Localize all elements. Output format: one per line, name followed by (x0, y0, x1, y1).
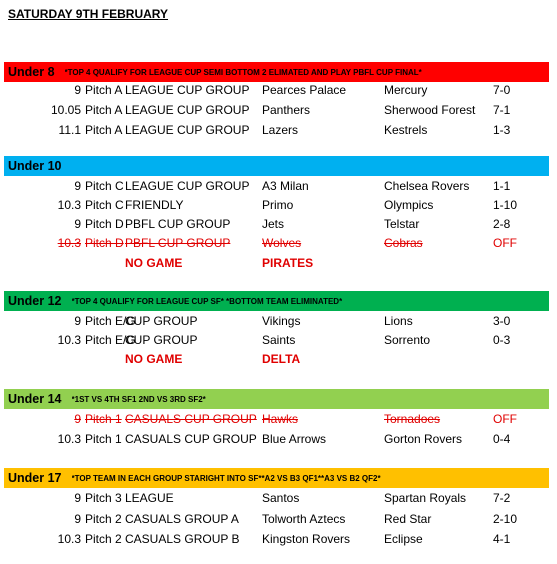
away-team: Chelsea Rovers (384, 179, 470, 193)
score: 7-2 (493, 491, 511, 505)
home-team: Jets (262, 217, 285, 231)
pitch: Pitch 2 (85, 532, 122, 546)
section-note: *TOP 4 QUALIFY FOR LEAGUE CUP SF* *BOTTOM TEAM ELIMINATED* (71, 296, 343, 306)
kickoff-time: 10.3 (57, 532, 81, 546)
fixture-row (0, 489, 557, 508)
pitch: Pitch A (85, 83, 123, 97)
section-header-under-8 (4, 62, 549, 82)
home-team: Panthers (262, 103, 311, 117)
page-title: SATURDAY 9TH FEBRUARY (8, 7, 169, 21)
score: 4-1 (493, 532, 511, 546)
fixture-row (0, 121, 557, 140)
no-game-row (0, 254, 557, 273)
section-header-under-17 (4, 468, 549, 488)
pitch: Pitch 3 (85, 491, 122, 505)
home-team: Pearces Palace (262, 83, 347, 97)
fixture-row (0, 312, 557, 331)
pitch: Pitch C (85, 179, 124, 193)
kickoff-time: 10.05 (50, 103, 81, 117)
score: 1-1 (493, 179, 511, 193)
pitch: Pitch 1 (85, 432, 122, 446)
away-team: Mercury (384, 83, 428, 97)
pitch: Pitch E/G (85, 314, 136, 328)
kickoff-time: 11.1 (58, 123, 81, 137)
away-team: Eclipse (384, 532, 423, 546)
home-team: Hawks (262, 412, 299, 426)
pitch: Pitch D (85, 236, 124, 250)
home-team: A3 Milan (262, 179, 309, 193)
away-team: Telstar (384, 217, 420, 231)
away-team: Tornadoes (384, 412, 441, 426)
kickoff-time: 9 (74, 83, 81, 97)
section-label: Under 10 (8, 159, 62, 173)
away-team: Red Star (384, 512, 432, 526)
score: 1-3 (493, 123, 511, 137)
away-team: Spartan Royals (384, 491, 467, 505)
score: 3-0 (493, 314, 511, 328)
section-header-under-12 (4, 291, 549, 311)
kickoff-time: 10.3 (57, 432, 81, 446)
competition: CASUALS CUP GROUP (125, 432, 257, 446)
competition: LEAGUE CUP GROUP (125, 179, 250, 193)
fixture-row (0, 530, 557, 549)
fixture-row (0, 331, 557, 350)
score: 2-10 (493, 512, 518, 526)
home-team: Lazers (262, 123, 299, 137)
section-header-under-14 (4, 389, 549, 409)
pitch: Pitch A (85, 103, 123, 117)
home-team: Saints (262, 333, 296, 347)
fixture-row (0, 510, 557, 529)
away-team: Kestrels (384, 123, 428, 137)
section-note: *TOP TEAM IN EACH GROUP STARIGHT INTO SF**A2 VS B3 QF1**A3 VS B2 QF2* (71, 473, 381, 483)
home-team: Kingston Rovers (262, 532, 351, 546)
no-game-label: NO GAME (125, 256, 183, 270)
kickoff-time: 10.3 (57, 236, 81, 250)
away-team: Lions (384, 314, 413, 328)
no-game-label: NO GAME (125, 352, 183, 366)
pitch: Pitch 2 (85, 512, 122, 526)
section-label: Under 14 (8, 392, 62, 406)
competition: CUP GROUP (125, 314, 198, 328)
cancelled-fixture-row (0, 410, 557, 429)
kickoff-time: 10.3 (57, 333, 81, 347)
home-team: Wolves (262, 236, 302, 250)
score: 0-4 (493, 432, 511, 446)
kickoff-time: 9 (74, 491, 81, 505)
fixture-row (0, 81, 557, 100)
score: 7-1 (493, 103, 511, 117)
bye-team: DELTA (262, 352, 301, 366)
competition: PBFL CUP GROUP (125, 236, 231, 250)
home-team: Santos (262, 491, 300, 505)
home-team: Primo (262, 198, 294, 212)
fixture-row (0, 215, 557, 234)
fixture-row (0, 196, 557, 215)
section-note: *TOP 4 QUALIFY FOR LEAGUE CUP SEMI BOTTOM 2 ELIMATED AND PLAY PBFL CUP FINAL* (64, 67, 422, 77)
score: OFF (493, 412, 517, 426)
score: 7-0 (493, 83, 511, 97)
competition: LEAGUE (125, 491, 174, 505)
away-team: Gorton Rovers (384, 432, 463, 446)
away-team: Sherwood Forest (384, 103, 476, 117)
competition: CASUALS GROUP B (125, 532, 240, 546)
away-team: Sorrento (384, 333, 431, 347)
pitch: Pitch D (85, 217, 124, 231)
fixture-row (0, 430, 557, 449)
home-team: Vikings (262, 314, 301, 328)
score: OFF (493, 236, 517, 250)
score: 0-3 (493, 333, 511, 347)
competition: CASUALS CUP GROUP (125, 412, 257, 426)
section-label: Under 12 (8, 294, 62, 308)
kickoff-time: 9 (74, 179, 81, 193)
fixture-row (0, 177, 557, 196)
no-game-row (0, 350, 557, 369)
score: 1-10 (493, 198, 518, 212)
competition: CASUALS GROUP A (125, 512, 239, 526)
pitch: Pitch A (85, 123, 123, 137)
fixture-row (0, 101, 557, 120)
kickoff-time: 9 (74, 217, 81, 231)
home-team: Blue Arrows (262, 432, 327, 446)
kickoff-time: 9 (74, 314, 81, 328)
section-label: Under 17 (8, 471, 62, 485)
section-header-under-10 (4, 156, 549, 176)
section-note: *1ST VS 4TH SF1 2ND VS 3RD SF2* (71, 394, 206, 404)
kickoff-time: 9 (74, 412, 81, 426)
pitch: Pitch 1 (85, 412, 122, 426)
score: 2-8 (493, 217, 511, 231)
competition: CUP GROUP (125, 333, 198, 347)
section-label: Under 8 (8, 65, 55, 79)
competition: PBFL CUP GROUP (125, 217, 231, 231)
pitch: Pitch E/G (85, 333, 136, 347)
competition: LEAGUE CUP GROUP (125, 103, 250, 117)
bye-team: PIRATES (262, 256, 314, 270)
competition: FRIENDLY (125, 198, 184, 212)
away-team: Cobras (384, 236, 423, 250)
kickoff-time: 9 (74, 512, 81, 526)
home-team: Tolworth Aztecs (262, 512, 346, 526)
away-team: Olympics (384, 198, 434, 212)
competition: LEAGUE CUP GROUP (125, 83, 250, 97)
kickoff-time: 10.3 (57, 198, 81, 212)
cancelled-fixture-row (0, 234, 557, 253)
competition: LEAGUE CUP GROUP (125, 123, 250, 137)
pitch: Pitch C (85, 198, 124, 212)
